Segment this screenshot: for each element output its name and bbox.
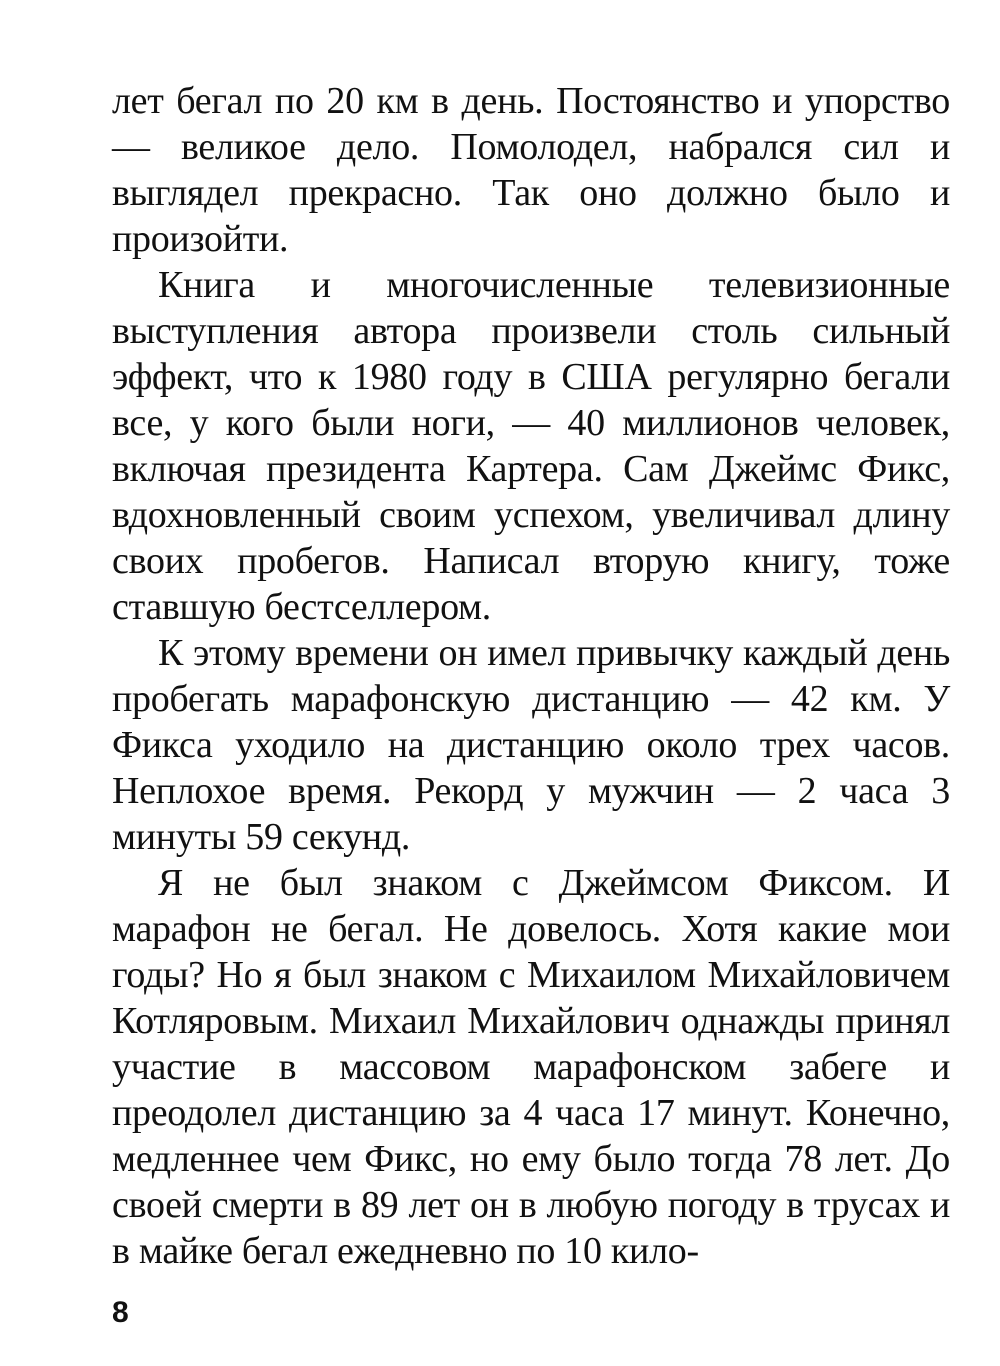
page-number: 8	[112, 1296, 129, 1329]
paragraph-3: К этому времени он имел привычку каждый день пробегать марафонскую дистанцию — 42 км. У Фикса уходило на дистанцию около трех часов. Неплохое время. Рекорд у мужчин — 2 часа 3 минуты 59 секунд.	[112, 632, 950, 858]
paragraph-2: Книга и многочисленные телевизионные выступления автора произвели столь сильный эффект, что к 1980 году в США регулярно бегали все, у кого были ноги, — 40 миллионов человек, включая президента Картера. Сам Джеймс Фикс, вдохновленный своим успехом, увеличивал длину своих пробегов. Написал вторую книгу, тоже ставшую бестселлером.	[112, 264, 950, 628]
body-text	[112, 78, 950, 1274]
paragraph-1: лет бегал по 20 км в день. Постоянство и упорство — великое дело. Помолодел, набрался сил и выглядел прекрасно. Так оно должно было и произойти.	[112, 80, 950, 260]
paragraph-4: Я не был знаком с Джеймсом Фиксом. И марафон не бегал. Не довелось. Хотя какие мои годы? Но я был знаком с Михаилом Михайловичем Котляровым. Михаил Михайлович однажды принял участие в массовом марафонском забеге и преодолел дистанцию за 4 часа 17 минут. Конечно, медленнее чем Фикс, но ему было тогда 78 лет. До своей смерти в 89 лет он в любую погоду в трусах и в майке бегал ежедневно по 10 кило-	[112, 862, 950, 1272]
